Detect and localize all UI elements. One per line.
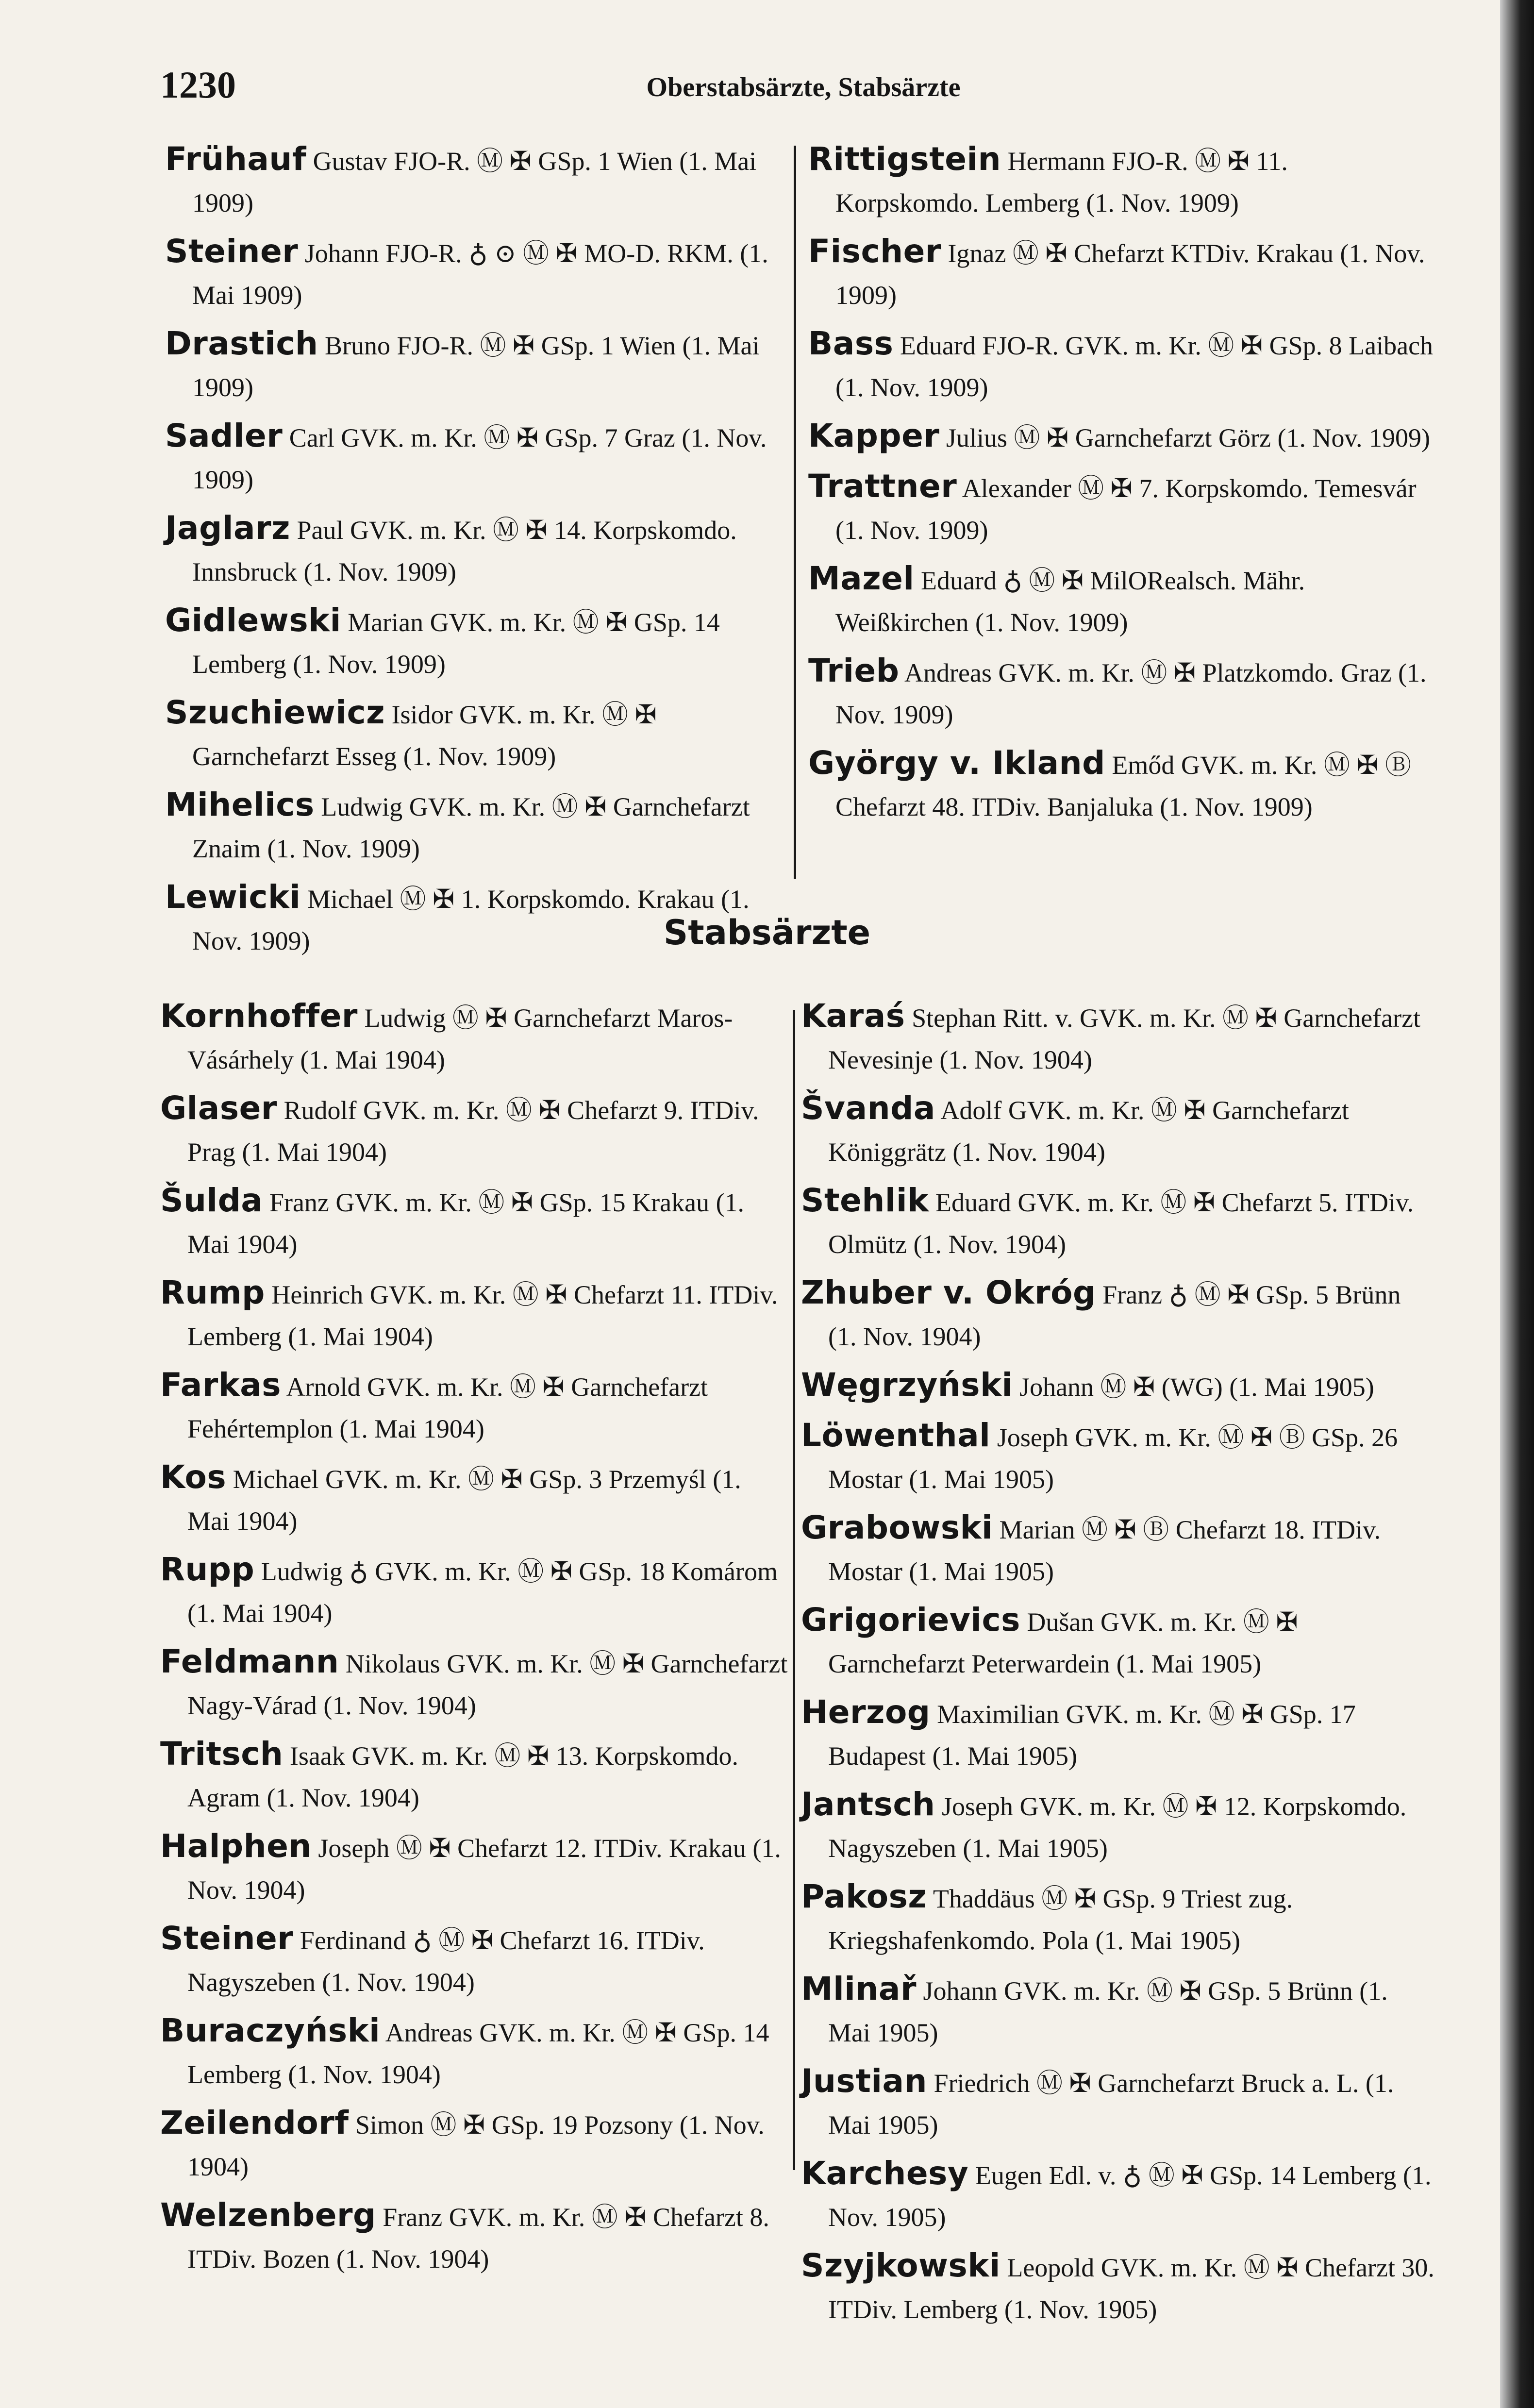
roster-entry (160, 1180, 789, 1265)
roster-entry (801, 2245, 1434, 2330)
roster-entry (160, 2010, 789, 2095)
entry-surname: Lewicki (165, 878, 301, 916)
entry-details: Eduard GVK. m. Kr. Ⓜ ✠ Chefarzt 5. ITDiv. Olmütz (1. Nov. 1904) (828, 1188, 1414, 1259)
entry-details: Julius Ⓜ ✠ Garnchefarzt Görz (1. Nov. 1909) (946, 423, 1430, 452)
entry-surname: Kornhoffer (160, 997, 358, 1035)
entry-surname: Glaser (160, 1089, 277, 1127)
entry-surname: György v. Ikland (808, 744, 1105, 782)
entry-surname: Jaglarz (165, 509, 290, 547)
roster-entry (165, 415, 789, 501)
roster-entry (160, 1918, 789, 2003)
entry-details: Johann Ⓜ ✠ (WG) (1. Mai 1905) (1019, 1372, 1374, 1402)
scan-dark-edge (1500, 0, 1534, 2408)
roster-entry (801, 1784, 1434, 1869)
entry-surname: Frühauf (165, 140, 307, 178)
entry-surname: Steiner (160, 1920, 294, 1957)
entry-details: Rudolf GVK. m. Kr. Ⓜ ✠ Chefarzt 9. ITDiv. Prag (1. Mai 1904) (187, 1096, 759, 1167)
entry-surname: Karchesy (801, 2155, 969, 2192)
entry-surname: Rump (160, 1274, 265, 1311)
entry-details: Heinrich GVK. m. Kr. Ⓜ ✠ Chefarzt 11. ITDiv. Lemberg (1. Mai 1904) (187, 1280, 778, 1351)
roster-entry (801, 1364, 1434, 1408)
entry-details: Ludwig ♁ GVK. m. Kr. Ⓜ ✠ GSp. 18 Komárom (1. Mai 1904) (187, 1557, 778, 1628)
roster-entry (160, 1549, 789, 1634)
stabsaerzte-left-column (160, 995, 789, 2287)
roster-entry (808, 415, 1434, 459)
entry-details: Eugen Edl. v. ♁ Ⓜ ✠ GSp. 14 Lemberg (1. Nov. 1905) (828, 2161, 1432, 2232)
entry-details: Adolf GVK. m. Kr. Ⓜ ✠ Garnchefarzt Königgrätz (1. Nov. 1904) (828, 1096, 1349, 1167)
entry-details: Joseph GVK. m. Kr. Ⓜ ✠ 12. Korpskomdo. Nagyszeben (1. Mai 1905) (828, 1792, 1407, 1863)
entry-details: Ferdinand ♁ Ⓜ ✠ Chefarzt 16. ITDiv. Nagyszeben (1. Nov. 1904) (187, 1926, 705, 1997)
roster-entry (808, 742, 1434, 828)
entry-surname: Rittigstein (808, 140, 1001, 178)
column-divider (794, 146, 796, 879)
entry-details: Franz ♁ Ⓜ ✠ GSp. 5 Brünn (1. Nov. 1904) (828, 1280, 1401, 1351)
entry-surname: Drastich (165, 325, 318, 362)
entry-details: Thaddäus Ⓜ ✠ GSp. 9 Triest zug. Kriegshafenkomdo. Pola (1. Mai 1905) (828, 1884, 1293, 1955)
entry-surname: Farkas (160, 1366, 282, 1404)
roster-entry (165, 784, 789, 870)
roster-entry (801, 1180, 1434, 1265)
entry-details: Ignaz Ⓜ ✠ Chefarzt KTDiv. Krakau (1. Nov. 1909) (835, 239, 1425, 310)
entry-surname: Mlinař (801, 1970, 917, 2007)
entry-details: Arnold GVK. m. Kr. Ⓜ ✠ Garnchefarzt Fehértemplon (1. Mai 1904) (187, 1372, 708, 1443)
roster-entry (801, 1272, 1434, 1357)
entry-surname: Rupp (160, 1551, 255, 1588)
entry-surname: Pakosz (801, 1878, 927, 1915)
roster-entry (801, 1415, 1434, 1500)
entry-details: Michael GVK. m. Kr. Ⓜ ✠ GSp. 3 Przemyśl (1. Mai 1904) (187, 1465, 741, 1536)
entry-surname: Gidlewski (165, 602, 341, 639)
roster-entry (160, 2194, 789, 2280)
roster-entry (160, 1733, 789, 1819)
roster-entry (160, 1364, 789, 1450)
roster-entry (165, 323, 789, 408)
entry-details: Johann GVK. m. Kr. Ⓜ ✠ GSp. 5 Brünn (1. Mai 1905) (828, 1976, 1388, 2047)
roster-entry (808, 138, 1434, 224)
entry-surname: Švanda (801, 1089, 935, 1127)
entry-details: Andreas GVK. m. Kr. Ⓜ ✠ GSp. 14 Lemberg (1. Nov. 1904) (187, 2018, 769, 2089)
entry-details: Ludwig Ⓜ ✠ Garnchefarzt Maros-Vásárhely (1. Mai 1904) (187, 1003, 733, 1074)
entry-details: Maximilian GVK. m. Kr. Ⓜ ✠ GSp. 17 Budapest (1. Mai 1905) (828, 1700, 1356, 1771)
entry-details: Joseph GVK. m. Kr. Ⓜ ✠ Ⓑ GSp. 26 Mostar (1. Mai 1905) (828, 1423, 1398, 1494)
entry-surname: Zeilendorf (160, 2104, 349, 2141)
entry-surname: Szyjkowski (801, 2247, 1000, 2284)
roster-entry (165, 600, 789, 685)
entry-surname: Karaś (801, 997, 905, 1035)
entry-surname: Bass (808, 325, 894, 362)
roster-entry (160, 1825, 789, 1911)
entry-details: Paul GVK. m. Kr. Ⓜ ✠ 14. Korpskomdo. Innsbruck (1. Nov. 1909) (192, 516, 737, 586)
entry-surname: Mazel (808, 560, 915, 597)
roster-entry (808, 466, 1434, 551)
roster-entry (160, 1272, 789, 1357)
roster-entry (160, 1087, 789, 1173)
entry-details: Isaak GVK. m. Kr. Ⓜ ✠ 13. Korpskomdo. Agram (1. Nov. 1904) (187, 1741, 739, 1812)
roster-entry (160, 1641, 789, 1726)
entry-details: Stephan Ritt. v. GVK. m. Kr. Ⓜ ✠ Garnchefarzt Nevesinje (1. Nov. 1904) (828, 1003, 1421, 1074)
roster-entry (165, 692, 789, 777)
entry-details: Eduard ♁ Ⓜ ✠ MilORealsch. Mähr. Weißkirchen (1. Nov. 1909) (835, 566, 1305, 637)
entry-surname: Welzenberg (160, 2196, 376, 2234)
entry-surname: Tritsch (160, 1735, 283, 1773)
roster-entry (160, 1456, 789, 1542)
roster-entry (801, 1691, 1434, 1777)
section-heading-stabsaerzte: Stabsärzte (663, 913, 871, 953)
entry-details: Marian GVK. m. Kr. Ⓜ ✠ GSp. 14 Lemberg (1. Nov. 1909) (192, 608, 720, 679)
roster-entry (808, 650, 1434, 736)
page-header (160, 63, 1447, 126)
roster-entry (808, 323, 1434, 408)
roster-entry (160, 2102, 789, 2188)
entry-surname: Grabowski (801, 1509, 993, 1546)
roster-entry (808, 231, 1434, 316)
entry-surname: Šulda (160, 1182, 263, 1219)
entry-surname: Trieb (808, 652, 900, 689)
entry-surname: Buraczyński (160, 2012, 381, 2049)
page-number: 1230 (160, 64, 236, 106)
entry-surname: Löwenthal (801, 1417, 991, 1454)
entry-surname: Zhuber v. Okróg (801, 1274, 1096, 1311)
entry-surname: Kos (160, 1458, 227, 1496)
roster-entry (801, 1876, 1434, 1961)
entry-surname: Fischer (808, 233, 941, 270)
entry-details: Ludwig GVK. m. Kr. Ⓜ ✠ Garnchefarzt Znaim (1. Nov. 1909) (192, 792, 750, 863)
entry-details: Carl GVK. m. Kr. Ⓜ ✠ GSp. 7 Graz (1. Nov. 1909) (192, 423, 767, 494)
entry-details: Friedrich Ⓜ ✠ Garnchefarzt Bruck a. L. (1. Mai 1905) (828, 2069, 1394, 2140)
entry-details: Franz GVK. m. Kr. Ⓜ ✠ Chefarzt 8. ITDiv. Bozen (1. Nov. 1904) (187, 2203, 769, 2274)
entry-details: Alexander Ⓜ ✠ 7. Korpskomdo. Temesvár (1. Nov. 1909) (835, 474, 1417, 545)
roster-entry (165, 231, 789, 316)
oberstabsaerzte-left-column (165, 138, 789, 969)
entry-details: Johann FJO-R. ♁ ⊙ Ⓜ ✠ MO-D. RKM. (1. Mai 1909) (192, 239, 768, 310)
entry-surname: Feldmann (160, 1643, 339, 1680)
entry-surname: Trattner (808, 468, 957, 505)
entry-details: Michael Ⓜ ✠ 1. Korpskomdo. Krakau (1. Nov. 1909) (192, 885, 750, 955)
entry-details: Gustav FJO-R. Ⓜ ✠ GSp. 1 Wien (1. Mai 1909) (192, 147, 757, 217)
entry-surname: Herzog (801, 1693, 931, 1731)
entry-surname: Steiner (165, 233, 299, 270)
oberstabsaerzte-right-column (808, 138, 1434, 835)
roster-entry (165, 138, 789, 224)
entry-details: Simon Ⓜ ✠ GSp. 19 Pozsony (1. Nov. 1904) (187, 2110, 765, 2181)
roster-entry (801, 1968, 1434, 2054)
entry-details: Dušan GVK. m. Kr. Ⓜ ✠ Garnchefarzt Peterwardein (1. Mai 1905) (828, 1607, 1298, 1678)
roster-entry (808, 558, 1434, 643)
entry-surname: Sadler (165, 417, 283, 454)
entry-details: Joseph Ⓜ ✠ Chefarzt 12. ITDiv. Krakau (1. Nov. 1904) (187, 1834, 781, 1905)
entry-details: Eduard FJO-R. GVK. m. Kr. Ⓜ ✠ GSp. 8 Laibach (1. Nov. 1909) (835, 331, 1434, 402)
entry-surname: Jantsch (801, 1786, 935, 1823)
roster-entry (801, 1507, 1434, 1592)
entry-surname: Węgrzyński (801, 1366, 1013, 1404)
entry-details: Hermann FJO-R. Ⓜ ✠ 11. Korpskomdo. Lemberg (1. Nov. 1909) (835, 147, 1288, 217)
entry-surname: Grigorievics (801, 1601, 1020, 1639)
roster-entry (801, 995, 1434, 1081)
entry-surname: Justian (801, 2062, 928, 2100)
entry-surname: Szuchiewicz (165, 694, 385, 731)
roster-entry (160, 995, 789, 1081)
entry-details: Bruno FJO-R. Ⓜ ✠ GSp. 1 Wien (1. Mai 1909) (192, 331, 760, 402)
roster-entry (801, 1087, 1434, 1173)
roster-entry (165, 507, 789, 593)
entry-surname: Stehlik (801, 1182, 929, 1219)
entry-details: Andreas GVK. m. Kr. Ⓜ ✠ Platzkomdo. Graz (1. Nov. 1909) (835, 658, 1427, 729)
column-divider (793, 1010, 795, 2170)
entry-surname: Mihelics (165, 786, 315, 823)
entry-surname: Kapper (808, 417, 940, 454)
entry-details: Franz GVK. m. Kr. Ⓜ ✠ GSp. 15 Krakau (1. Mai 1904) (187, 1188, 745, 1259)
roster-entry (801, 2060, 1434, 2146)
roster-entry (801, 2153, 1434, 2238)
running-title: Oberstabsärzte, Stabsärzte (646, 72, 961, 102)
stabsaerzte-right-column (801, 995, 1434, 2337)
entry-details: Nikolaus GVK. m. Kr. Ⓜ ✠ Garnchefarzt Nagy-Várad (1. Nov. 1904) (187, 1649, 788, 1720)
entry-details: Emőd GVK. m. Kr. Ⓜ ✠ Ⓑ Chefarzt 48. ITDiv. Banjaluka (1. Nov. 1909) (835, 751, 1412, 821)
entry-details: Isidor GVK. m. Kr. Ⓜ ✠ Garnchefarzt Esseg (1. Nov. 1909) (192, 700, 657, 771)
entry-details: Leopold GVK. m. Kr. Ⓜ ✠ Chefarzt 30. ITDiv. Lemberg (1. Nov. 1905) (828, 2253, 1434, 2324)
roster-entry (801, 1599, 1434, 1685)
entry-details: Marian Ⓜ ✠ Ⓑ Chefarzt 18. ITDiv. Mostar (1. Mai 1905) (828, 1515, 1381, 1586)
entry-surname: Halphen (160, 1827, 312, 1865)
